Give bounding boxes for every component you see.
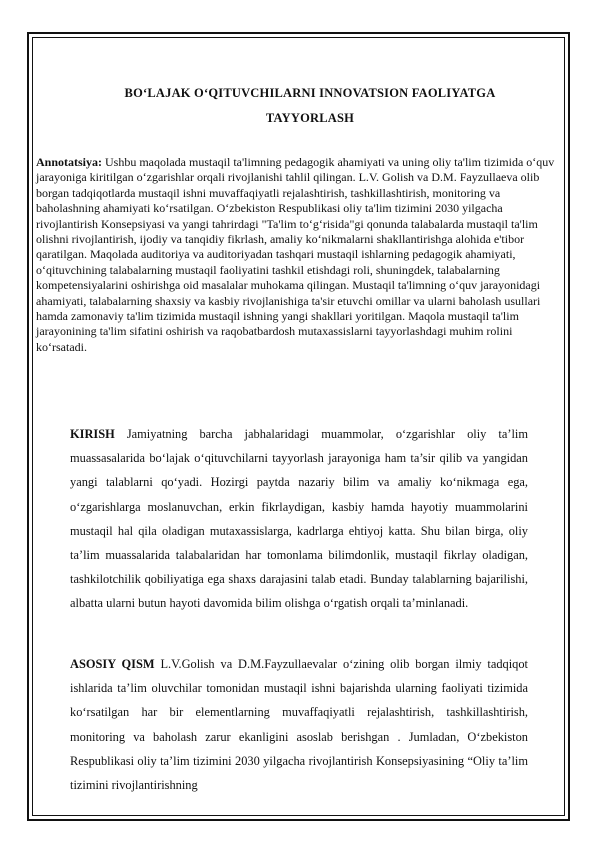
article-title-line-2: TAYYORLASH — [265, 111, 355, 125]
abstract-label: Annotatsiya: — [36, 155, 103, 169]
abstract — [36, 155, 566, 355]
introduction-text: Jamiyatning barcha jabhalaridagi muammolar, o‘zgarishlar oliy ta’lim muassasalarida bo‘lajak o‘qituvchilarni tayyorlash jarayoniga ham ta’sir qilib va yangidan yangi talablarni qo‘yadi. Hozirgi paytda nazariy bilim va amaliy ko‘nikmaga ega, o‘zgarishlarga moslanuvchan, erkin fikrlaydigan, kasbiy hamda hayotiy muammolarini mustaqil hal qila oladigan mutaxassislarga, kadrlarga ehtiyoj katta. Shu bilan birga, oliy ta’lim muassalarida talabalaridan har tomonlama bilimdonlik, mustaqil fikrlay oladigan, tashkilotchilik qobiliyatiga ega shaxs darajasini talab etadi. Bunday talablarning bajarilishi, albatta ularni butun hayoti davomida bilim olishga o‘rgatish orqali ta’minlanadi. — [70, 427, 528, 611]
main-section — [70, 652, 528, 797]
introduction-section — [70, 422, 528, 616]
introduction-heading: KIRISH — [70, 427, 115, 441]
main-section-heading: ASOSIY QISM — [70, 657, 155, 671]
main-section-text: L.V.Golish va D.M.Fayzullaevalar o‘zining olib borgan ilmiy tadqiqot ishlarida ta’lim oluvchilar tomonidan mustaqil ishni bajarishda ularning faoliyati tizimida ko‘rsatilgan har bir elementlarning muvaffaqiyatli rejalashtirish, tashkillashtirish, monitoring va baholash zarur ekanligini asoslab berishgan . Jumladan, O‘zbekiston Respublikasi oliy ta’lim tizimini 2030 yilgacha rivojlantirish Konsepsiyasining “Oliy ta’lim tizimini rivojlantirishning — [70, 657, 528, 793]
abstract-text: Ushbu maqolada mustaqil ta'limning pedagogik ahamiyati va uning oliy ta'lim tizimida o‘quv jarayoniga kiritilgan o‘zgarishlar orqali rivojlanishi tahlil qilingan. L.V. Golish va D.M. Fayzullaeva olib borgan tadqiqotlarda mustaqil ishni muvaffaqiyatli rejalashtirish, tashkillashtirish, monitoring va baholashning ahamiyati ko‘rsatilgan. O‘zbekiston Respublikasi oliy ta'lim tizimini 2030 yilgacha rivojlantirish Konsepsiyasi va yangi tahrirdagi "Ta'lim to‘g‘risida"gi qonunda talabalarda mustaqil ta'lim olishni rivojlantirish, ijodiy va tanqidiy fikrlash, amaliy ko‘nikmalarni shakllantirishga alohida e'tibor qaratilgan. Maqolada auditoriya va auditoriyadan tashqari mustaqil ishlarning pedagogik ahamiyati, o‘qituvchining talabalarning mustaqil faoliyatini tashkil etishdagi roli, shuningdek, talabalarning kompetensiyalarini oshirishga oid masalalar muhokama qilingan. Mustaqil ta'limning o‘quv jarayonidagi ahamiyati, talabalarning shaxsiy va kasbiy rivojlanishiga ta'sir etuvchi omillar va ularni baholash usullari hamda zamonaviy ta'lim tizimida mustaqil ishning yangi shakllari yoritilgan. Maqola mustaqil ta'lim jarayonining ta'lim sifatini oshirish va raqobatbardosh mutaxassislarni tayyorlashdagi muhim rolini ko‘rsatadi. — [36, 155, 555, 354]
article-title-line-1: BO‘LAJAK O‘QITUVCHILARNI INNOVATSION FAOLIYATGA — [124, 86, 496, 100]
